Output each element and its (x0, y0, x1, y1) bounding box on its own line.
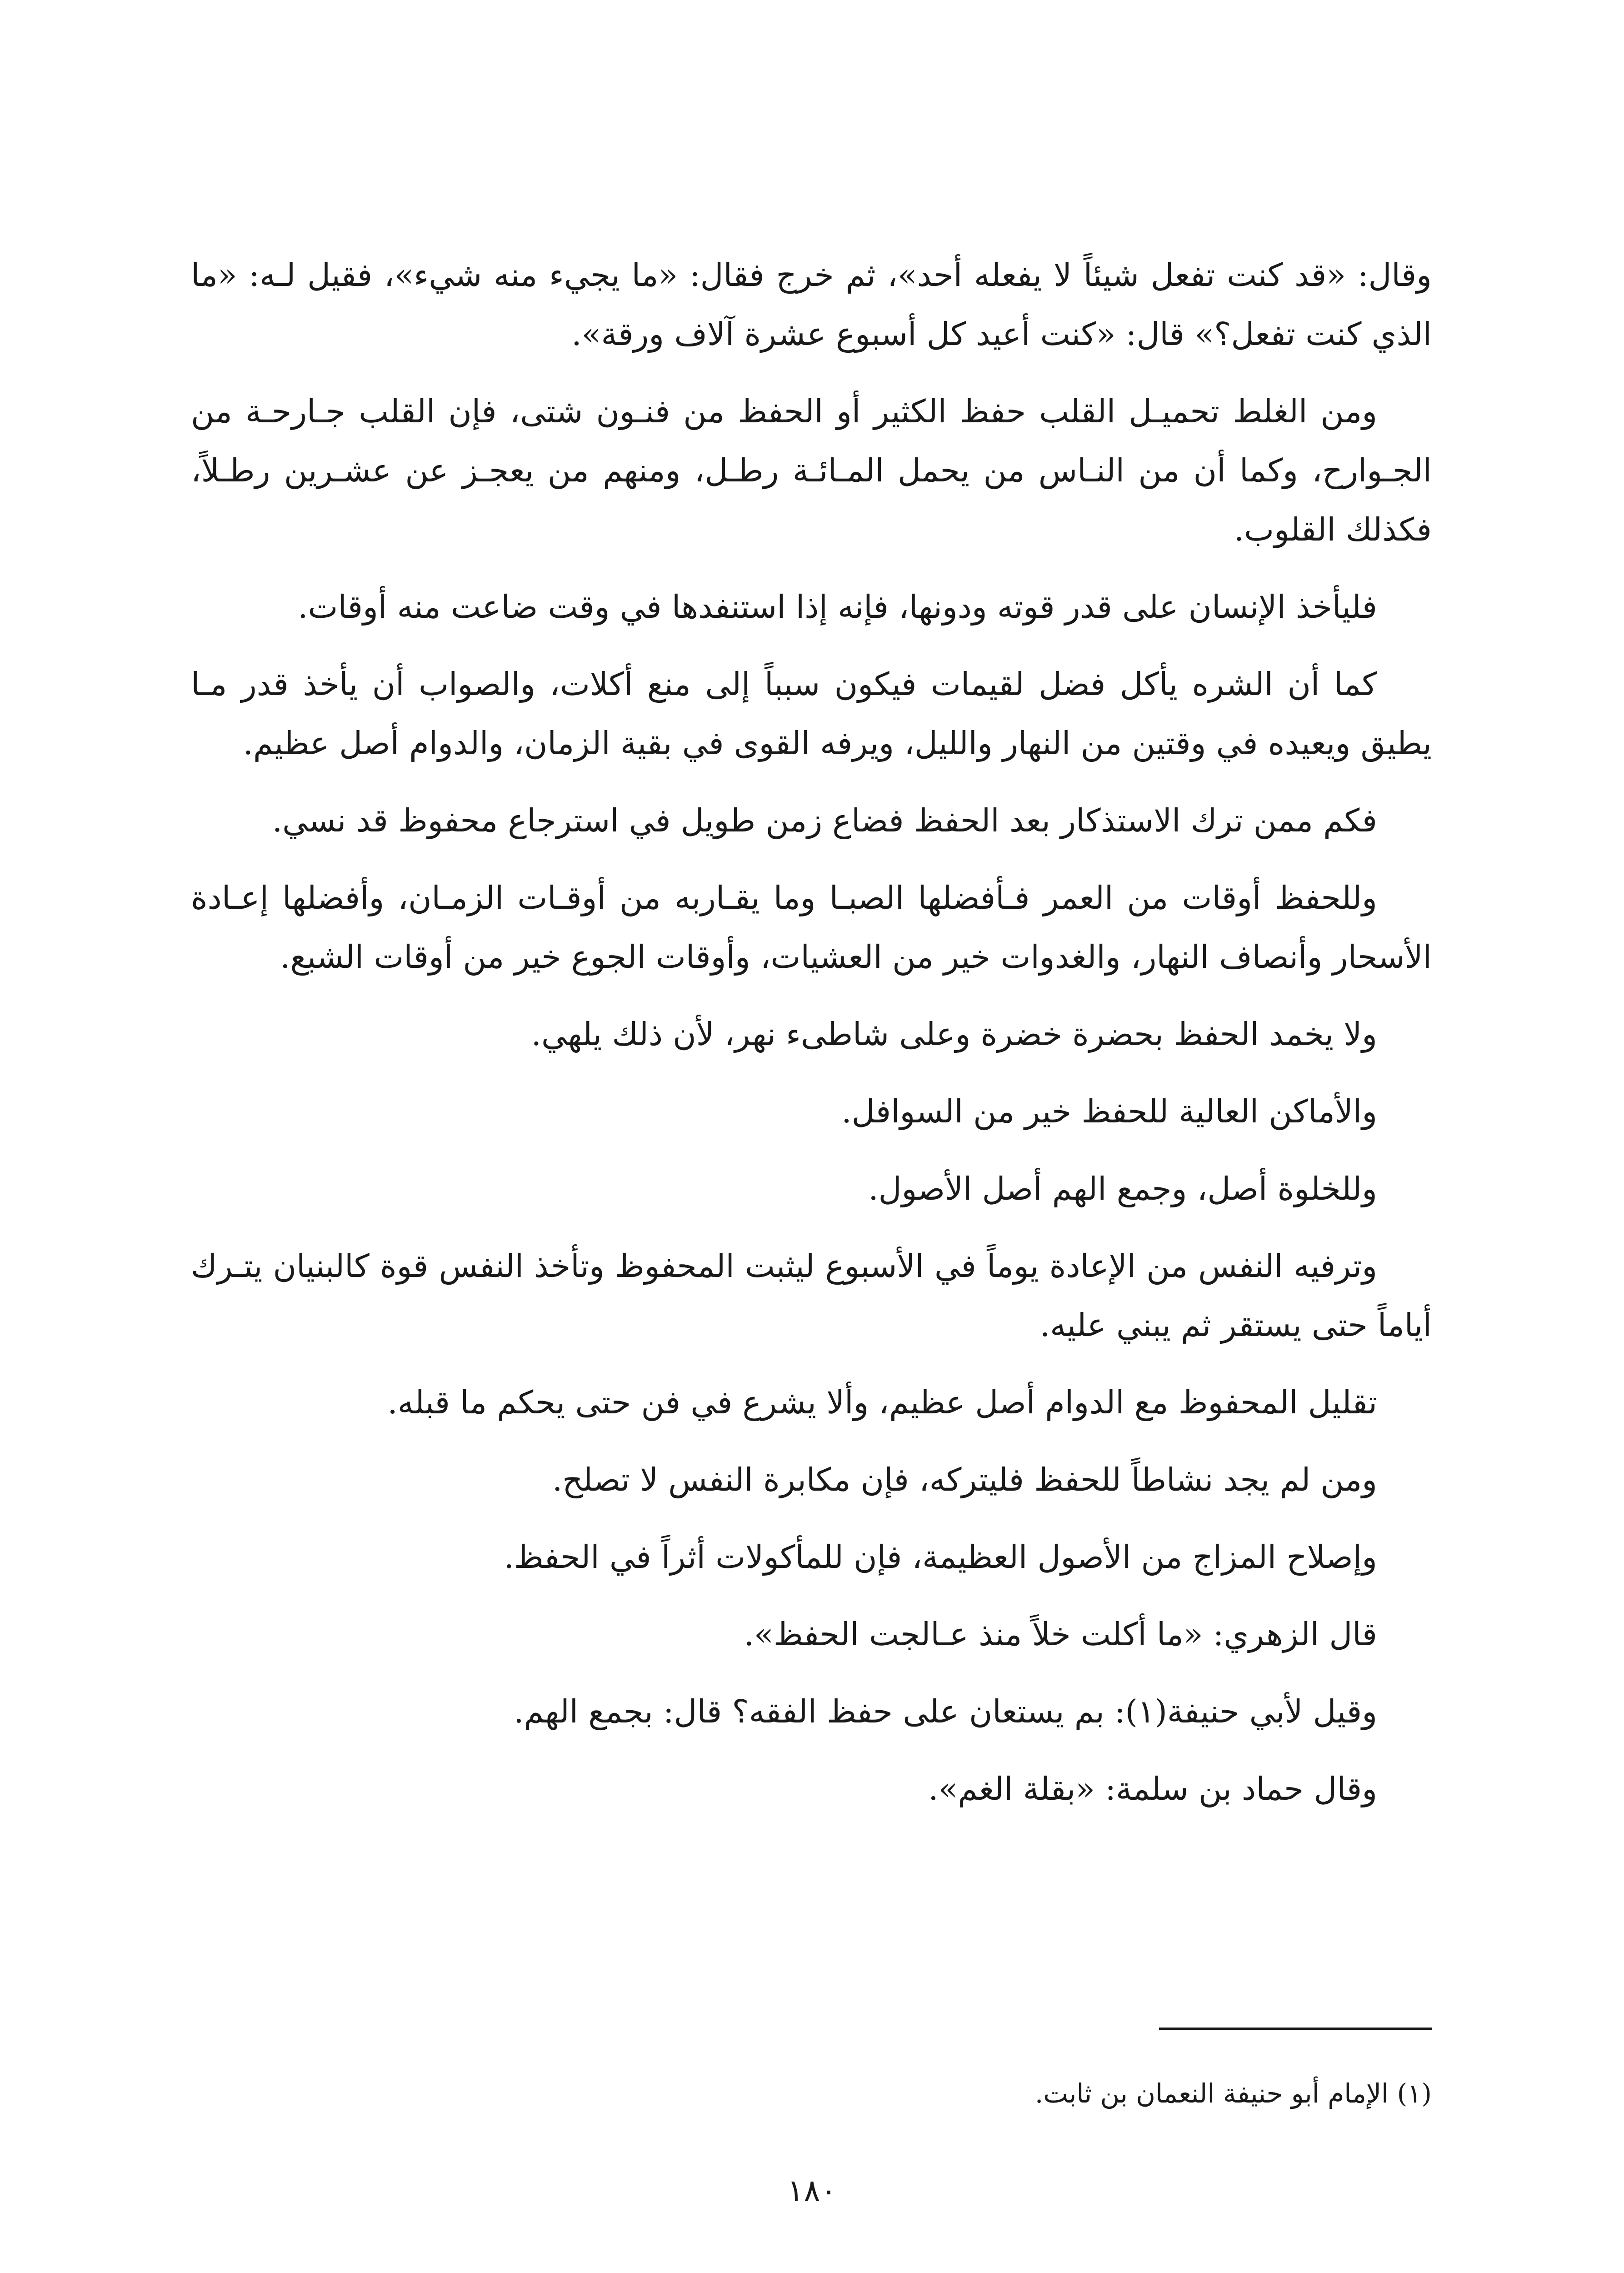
footnote-divider (1159, 2028, 1432, 2030)
page-number: ١٨٠ (787, 2173, 837, 2209)
paragraph: كما أن الشره يأكل فضل لقيمات فيكون سبباً إلى منع أكلات، والصواب أن يأخذ قدر مـا يطيق ويعيده في وقتين من النهار والليل، ويرفه القوى في بقية الزمان، والدوام أصل عظيم. (191, 666, 1432, 762)
paragraph: فكم ممن ترك الاستذكار بعد الحفظ فضاع زمن طويل في استرجاع محفوظ قد نسي. (272, 802, 1377, 839)
footnote: (١) الإمام أبو حنيفة النعمان بن ثابت. (1034, 2078, 1432, 2109)
paragraph: والأماكن العالية للحفظ خير من السوافل. (841, 1093, 1377, 1130)
paragraph: ومن لم يجد نشاطاً للحفظ فليتركه، فإن مكابرة النفس لا تصلح. (552, 1461, 1377, 1498)
paragraph: ولا يخمد الحفظ بحضرة خضرة وعلى شاطىء نهر، لأن ذلك يلهي. (531, 1016, 1377, 1053)
paragraph: وللحفظ أوقات من العمر فـأفضلها الصبـا وما يقـاربه من أوقـات الزمـان، وأفضلها إعـادة الأسحار وأنصاف النهار، والغدوات خير من العشيات، وأوقات الجوع خير من أوقات الشبع. (191, 879, 1432, 976)
paragraph: وإصلاح المزاج من الأصول العظيمة، فإن للمأكولات أثراً في الحفظ. (504, 1538, 1377, 1576)
paragraph: قال الزهري: «ما أكلت خلاً منذ عـالجت الحفظ». (744, 1616, 1377, 1653)
paragraph: فليأخذ الإنسان على قدر قوته ودونها، فإنه إذا استنفدها في وقت ضاعت منه أوقات. (298, 588, 1377, 626)
paragraph: ومن الغلط تحميـل القلب حفظ الكثير أو الحفظ من فنـون شتى، فإن القلب جـارحـة من الجـوارح، وكما أن من النـاس من يحمل المـائـة رطـل، ومنهم من يعجـز عن عشـرين رطـلاً، فكذلك القلوب. (191, 393, 1432, 548)
paragraph: وقال: «قد كنت تفعل شيئاً لا يفعله أحد»، ثم خرج فقال: «ما يجيء منه شيء»، فقيل لـه: «ما الذي كنت تفعل؟» قال: «كنت أعيد كل أسبوع عشرة آلاف ورقة». (191, 256, 1432, 353)
main-text (191, 245, 1432, 1837)
paragraph: وترفيه النفس من الإعادة يوماً في الأسبوع ليثبت المحفوظ وتأخذ النفس قوة كالبنيان يتـرك أياماً حتى يستقر ثم يبني عليه. (191, 1247, 1432, 1344)
paragraph: وقال حماد بن سلمة: «بقلة الغم». (928, 1770, 1377, 1807)
paragraph: تقليل المحفوظ مع الدوام أصل عظيم، وألا يشرع في فن حتى يحكم ما قبله. (387, 1384, 1377, 1421)
paragraph: وللخلوة أصل، وجمع الهم أصل الأصول. (868, 1170, 1377, 1207)
paragraph: وقيل لأبي حنيفة(١): بم يستعان على حفظ الفقه؟ قال: بجمع الهم. (514, 1693, 1377, 1730)
